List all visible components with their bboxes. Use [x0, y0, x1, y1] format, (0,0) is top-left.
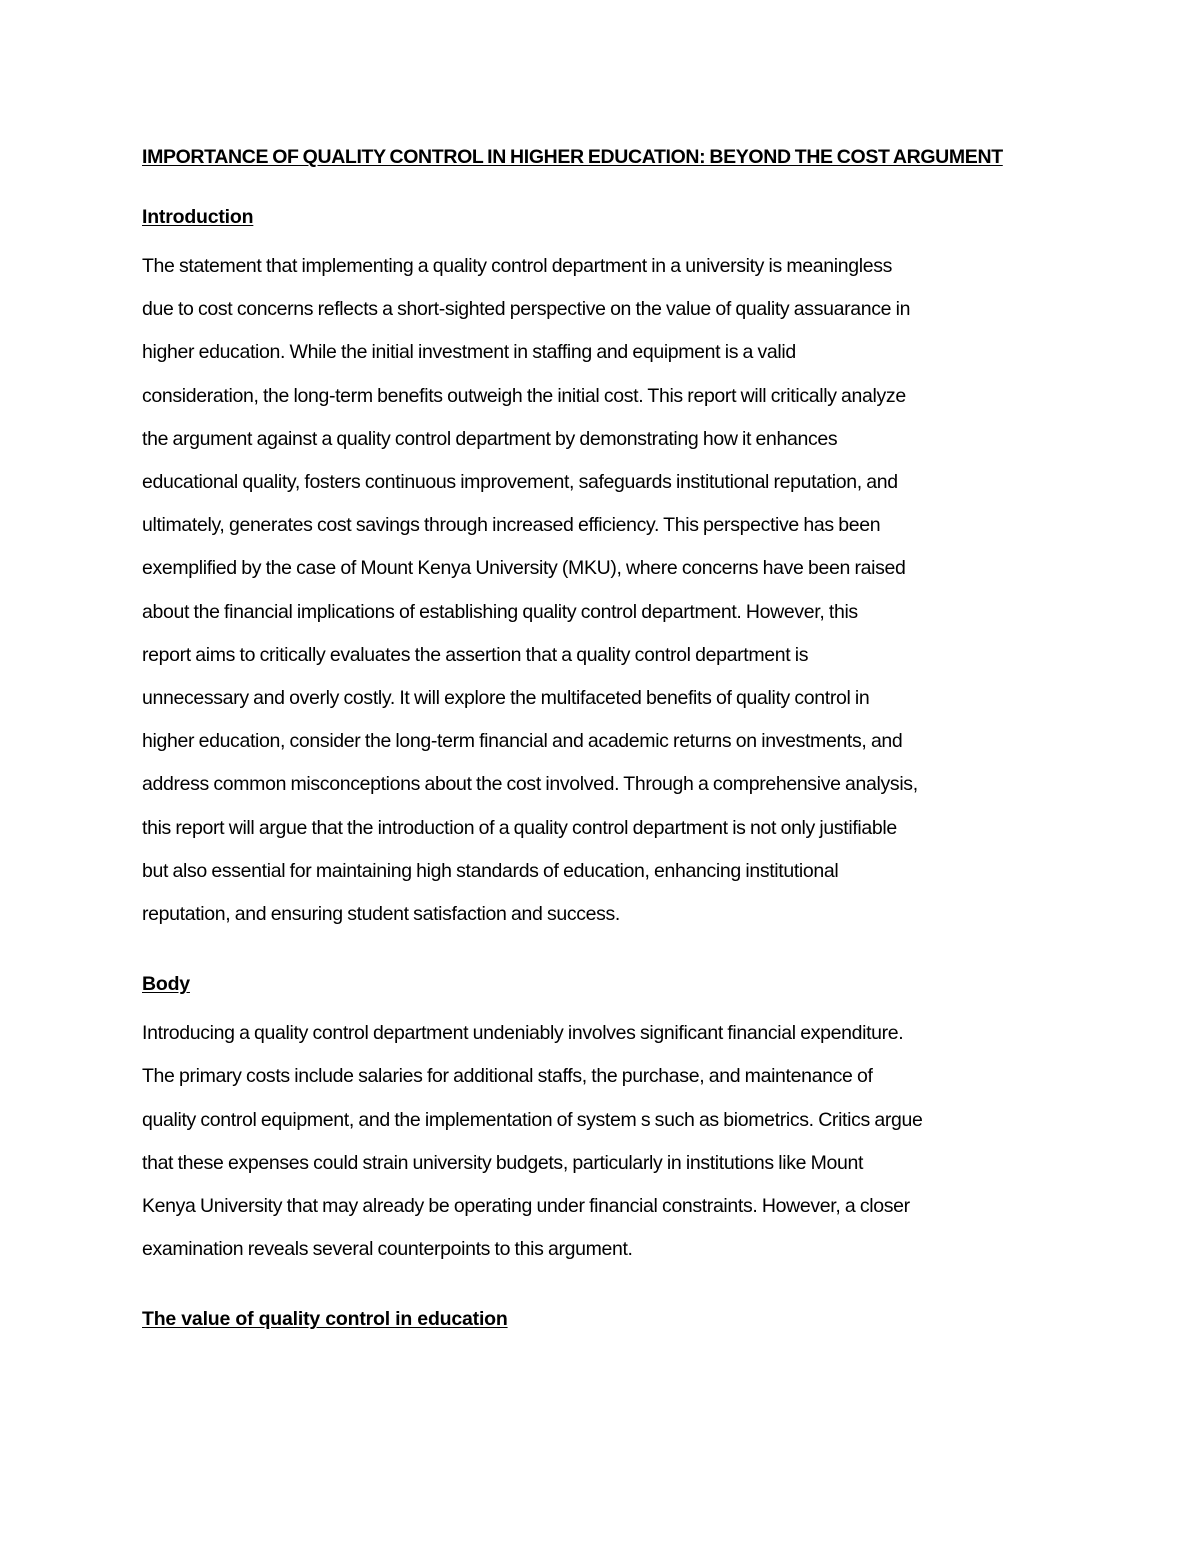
document-title: IMPORTANCE OF QUALITY CONTROL IN HIGHER EDUCATION: BEYOND THE COST ARGUMENT	[142, 146, 1003, 168]
introduction-heading: Introduction	[142, 206, 254, 228]
body-paragraph: Introducing a quality control department undeniably involves significant financial expenditure. The primary costs include salaries for additional staffs, the purchase, and maintenance of quality control equipment, and the implementation of system s such as biometrics. Critics argue that these expenses could strain university budgets, particularly in institutions like Mount Kenya University that may already be operating under financial constraints. However, a closer examination reveals several counterpoints to this argument.	[142, 1022, 923, 1261]
document-content	[142, 143, 1062, 1333]
value-of-quality-control-heading: The value of quality control in education	[142, 1308, 508, 1331]
body-heading: Body	[142, 973, 190, 996]
introduction-paragraph: The statement that implementing a quality control department in a university is meaningless due to cost concerns reflects a short-sighted perspective on the value of quality assuarance in higher education. While the initial investment in staffing and equipment is a valid consideration, the long-term benefits outweigh the initial cost. This report will critically analyze the argument against a quality control department by demonstrating how it enhances educational quality, fosters continuous improvement, safeguards institutional reputation, and ultimately, generates cost savings through increased efficiency. This perspective has been exemplified by the case of Mount Kenya University (MKU), where concerns have been raised about the financial implications of establishing quality control department. However, this report aims to critically evaluates the assertion that a quality control department is unnecessary and overly costly. It will explore the multifaceted benefits of quality control in higher education, consider the long-term financial and academic returns on investments, and address common misconceptions about the cost involved. Through a comprehensive analysis, this report will argue that the introduction of a quality control department is not only justifiable but also essential for maintaining high standards of education, enhancing institutional reputation, and ensuring student satisfaction and success.	[142, 255, 918, 926]
